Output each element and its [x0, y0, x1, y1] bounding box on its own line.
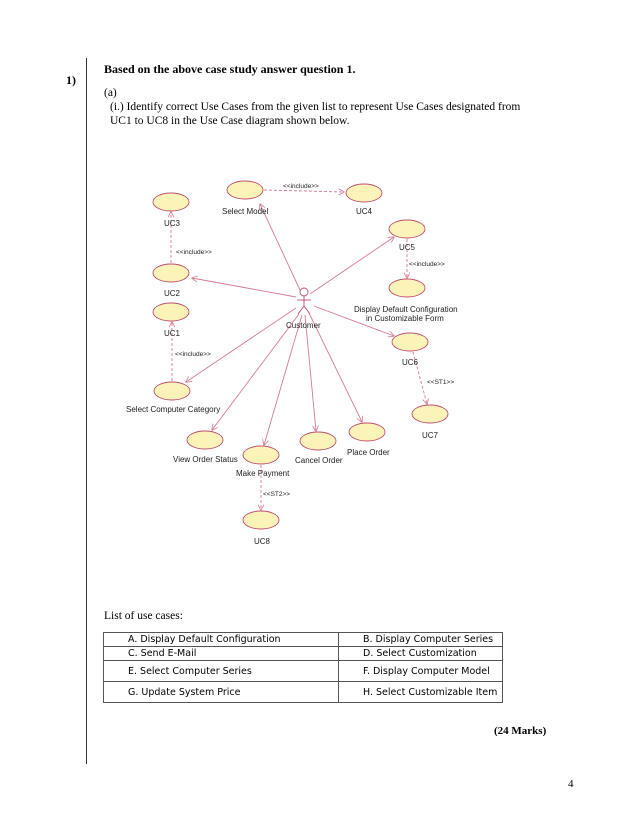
table-row [104, 633, 503, 647]
cancel-order-label: Cancel Order [295, 456, 343, 465]
display-default-ellipse [389, 279, 425, 297]
list-title: List of use cases: [104, 610, 183, 622]
display-default-label-2: in Customizable Form [366, 314, 444, 323]
make-payment-label: Make Payment [236, 469, 290, 478]
table-row [104, 682, 503, 703]
assoc-uc2 [192, 278, 296, 297]
include-left-top-label: <<include>> [176, 249, 212, 256]
make-payment-ellipse [243, 446, 279, 464]
uc7-label: UC7 [422, 431, 439, 440]
uc3-ellipse [153, 193, 189, 211]
uc5-label: UC5 [399, 243, 416, 252]
list-item: A. Display Default Configuration [104, 633, 339, 647]
uc3-label: UC3 [164, 219, 181, 228]
list-item: B. Display Computer Series [339, 633, 503, 647]
uc1-ellipse [153, 303, 189, 321]
list-item: C. Send E-Mail [104, 647, 339, 661]
view-status-ellipse [187, 431, 223, 449]
assoc-uc5 [310, 237, 394, 294]
marks-label: (24 Marks) [494, 725, 547, 737]
instruction-text: (i.) Identify correct Use Cases from the given list to represent Use Cases designated from UC1 to UC8 in the Use Case diagram shown below. [110, 101, 521, 127]
list-item: G. Update System Price [104, 682, 339, 703]
list-item: F. Display Computer Model [339, 661, 503, 682]
part-label: (a) [104, 87, 117, 99]
select-model-label: Select Model [222, 207, 269, 216]
uc8-ellipse [243, 511, 279, 529]
page-number: 4 [568, 778, 574, 790]
customer-actor-icon [297, 288, 311, 314]
list-item: H. Select Customizable Item [339, 682, 503, 703]
question-number: 1) [66, 73, 76, 87]
cancel-order-ellipse [300, 432, 336, 450]
uc2-label: UC2 [164, 289, 181, 298]
table-row [104, 661, 503, 682]
display-default-label: Display Default Configuration [354, 305, 458, 314]
assoc-select-category [186, 308, 296, 382]
uc5-ellipse [389, 220, 425, 238]
table-row [104, 647, 503, 661]
assoc-select-model [260, 204, 300, 290]
select-model-ellipse [227, 181, 263, 199]
st1-label: <<ST1>> [427, 379, 455, 386]
assoc-make-payment [264, 315, 302, 445]
select-category-label: Select Computer Category [126, 405, 221, 414]
assoc-view-status [212, 314, 299, 430]
include-top-label: <<include>> [283, 183, 319, 190]
view-status-label: View Order Status [173, 455, 238, 464]
uc6-ellipse [392, 333, 428, 351]
list-item: E. Select Computer Series [104, 661, 339, 682]
uc4-ellipse [346, 184, 382, 202]
st2-label: <<ST2>> [263, 491, 291, 498]
question-heading: Based on the above case study answer question 1. [104, 62, 356, 76]
place-order-label: Place Order [347, 448, 390, 457]
uc6-label: UC6 [402, 358, 419, 367]
include-model-uc4 [264, 190, 344, 192]
select-category-ellipse [154, 382, 190, 400]
uc2-ellipse [153, 264, 189, 282]
use-case-list-table [103, 632, 503, 703]
list-item: D. Select Customization [339, 647, 503, 661]
customer-label: Customer [286, 321, 321, 330]
assoc-cancel-order [305, 315, 316, 431]
uc8-label: UC8 [254, 537, 271, 546]
uc4-label: UC4 [356, 207, 373, 216]
include-right-label: <<include>> [409, 261, 445, 268]
uc7-ellipse [412, 405, 448, 423]
uc1-label: UC1 [164, 329, 181, 338]
place-order-ellipse [349, 423, 385, 441]
include-left-bottom-label: <<include>> [175, 351, 211, 358]
